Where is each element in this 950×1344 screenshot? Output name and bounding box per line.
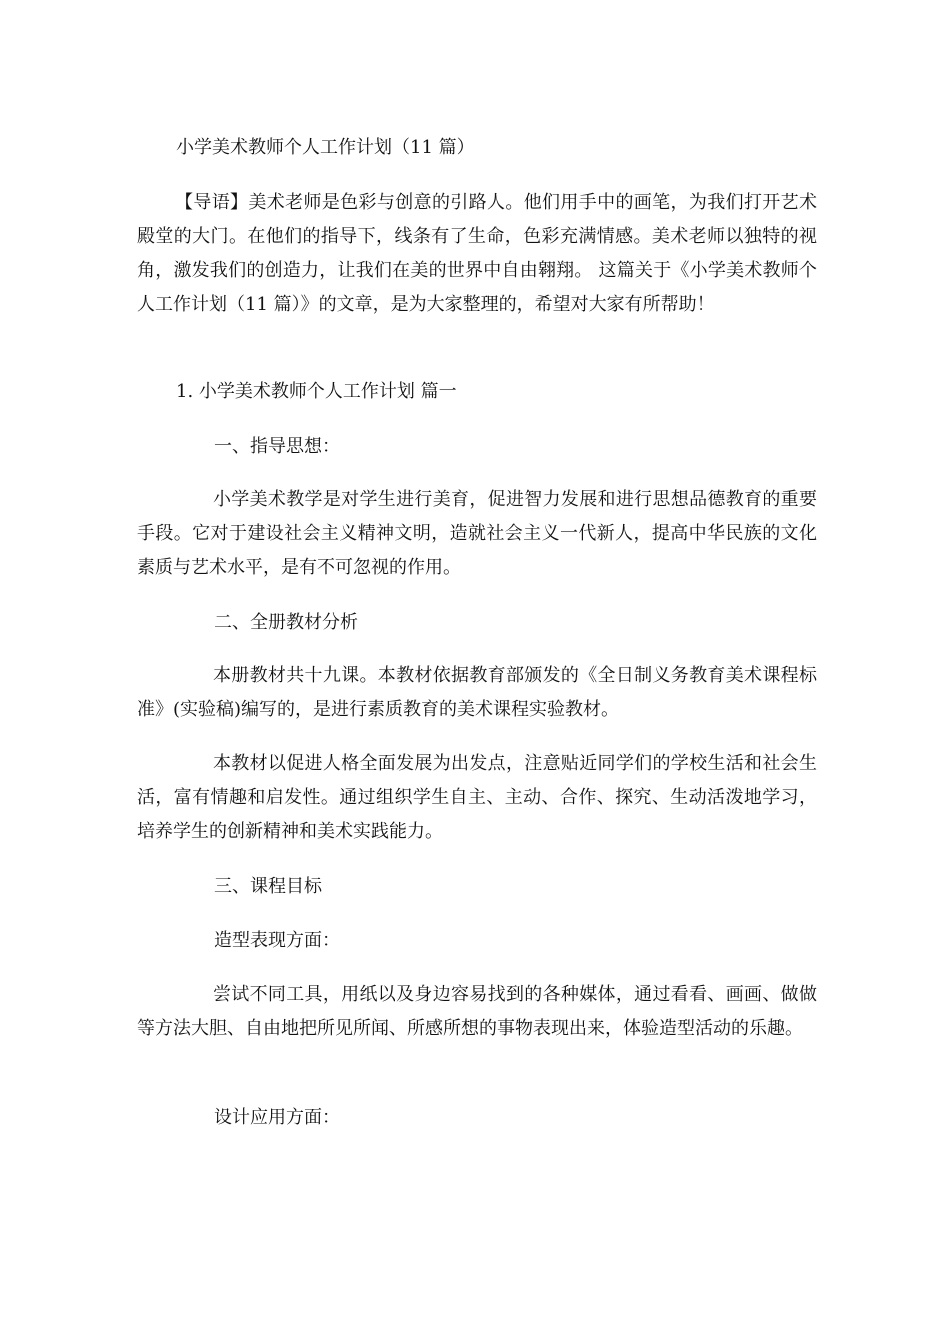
- heading-design-application: 设计应用方面：: [214, 1107, 340, 1128]
- heading-course-goals: 三、课程目标: [214, 876, 322, 897]
- intro-paragraph: 【导语】美术老师是色彩与创意的引路人。他们用手中的画笔，为我们打开艺术殿堂的大门。在他们的指导下，线条有了生命，色彩充满情感。美术老师以独特的视角，激发我们的创造力，让我们在美的世界中自由翱翔。 这篇关于《小学美术教师个人工作计划（11 篇）》的文章，是为大家整理的，希望对大家有所帮助！: [137, 192, 817, 315]
- heading-guiding-thought: 一、指导思想：: [214, 436, 340, 457]
- heading-modeling-expression: 造型表现方面：: [214, 930, 340, 951]
- heading-textbook-analysis: 二、全册教材分析: [214, 612, 358, 633]
- paragraph-textbook-overview: 本册教材共十九课。本教材依据教育部颁发的《全日制义务教育美术课程标准》(实验稿)编写的，是进行素质教育的美术课程实验教材。: [137, 665, 817, 720]
- paragraph-textbook-purpose: 本教材以促进人格全面发展为出发点，注意贴近同学们的学校生活和社会生活，富有情趣和启发性。通过组织学生自主、主动、合作、探究、生动活泼地学习，培养学生的创新精神和美术实践能力。: [137, 753, 817, 842]
- paragraph-guiding-thought: 小学美术教学是对学生进行美育，促进智力发展和进行思想品德教育的重要手段。它对于建设社会主义精神文明，造就社会主义一代新人，提高中华民族的文化素质与艺术水平，是有不可忽视的作用。: [137, 489, 817, 578]
- paragraph-modeling-expression: 尝试不同工具，用纸以及身边容易找到的各种媒体，通过看看、画画、做做等方法大胆、自由地把所见所闻、所感所想的事物表现出来，体验造型活动的乐趣。: [137, 984, 817, 1039]
- section-title: 1. 小学美术教师个人工作计划 篇一: [176, 381, 457, 402]
- document-title: 小学美术教师个人工作计划（11 篇）: [176, 137, 475, 158]
